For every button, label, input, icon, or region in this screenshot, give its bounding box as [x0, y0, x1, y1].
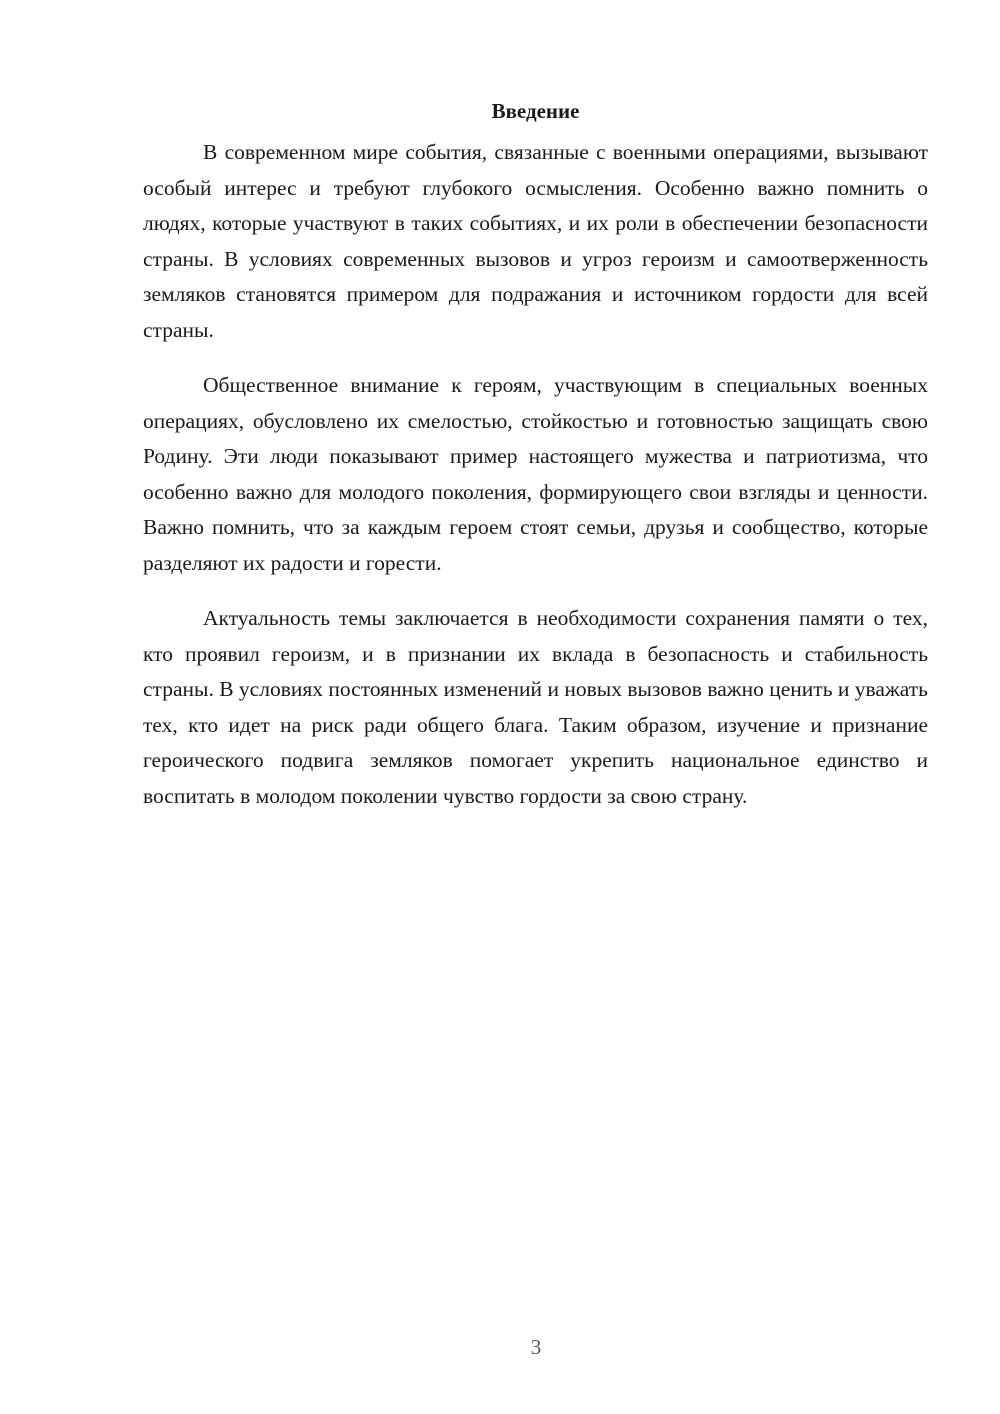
paragraph-1: В современном мире события, связанные с военными операциями, вызывают особый интерес и требуют глубокого осмысления. Особенно важно помнить о людях, которые участвуют в таких событиях, и их роли в обеспечении безопасности страны. В условиях современных вызовов и угроз героизм и самоотверженность земляков становятся примером для подражания и источником гордости для всей страны.: [143, 140, 928, 342]
paragraph-3: Актуальность темы заключается в необходимости сохранения памяти о тех, кто проявил героизм, и в признании их вклада в безопасность и стабильность страны. В условиях постоянных изменений и новых вызовов важно ценить и уважать тех, кто идет на риск ради общего блага. Таким образом, изучение и признание героического подвига земляков помогает укрепить национальное единство и воспитать в молодом поколении чувство гордости за свою страну.: [143, 606, 928, 808]
page-content: [143, 95, 928, 814]
page-number: 3: [530, 1335, 542, 1359]
paragraph-2: Общественное внимание к героям, участвующим в специальных военных операциях, обусловлено их смелостью, стойкостью и готовностью защищать свою Родину. Эти люди показывают пример настоящего мужества и патриотизма, что особенно важно для молодого поколения, формирующего свои взгляды и ценности. Важно помнить, что за каждым героем стоят семьи, друзья и сообщество, которые разделяют их радости и горести.: [143, 373, 928, 575]
section-heading: Введение: [491, 99, 580, 123]
